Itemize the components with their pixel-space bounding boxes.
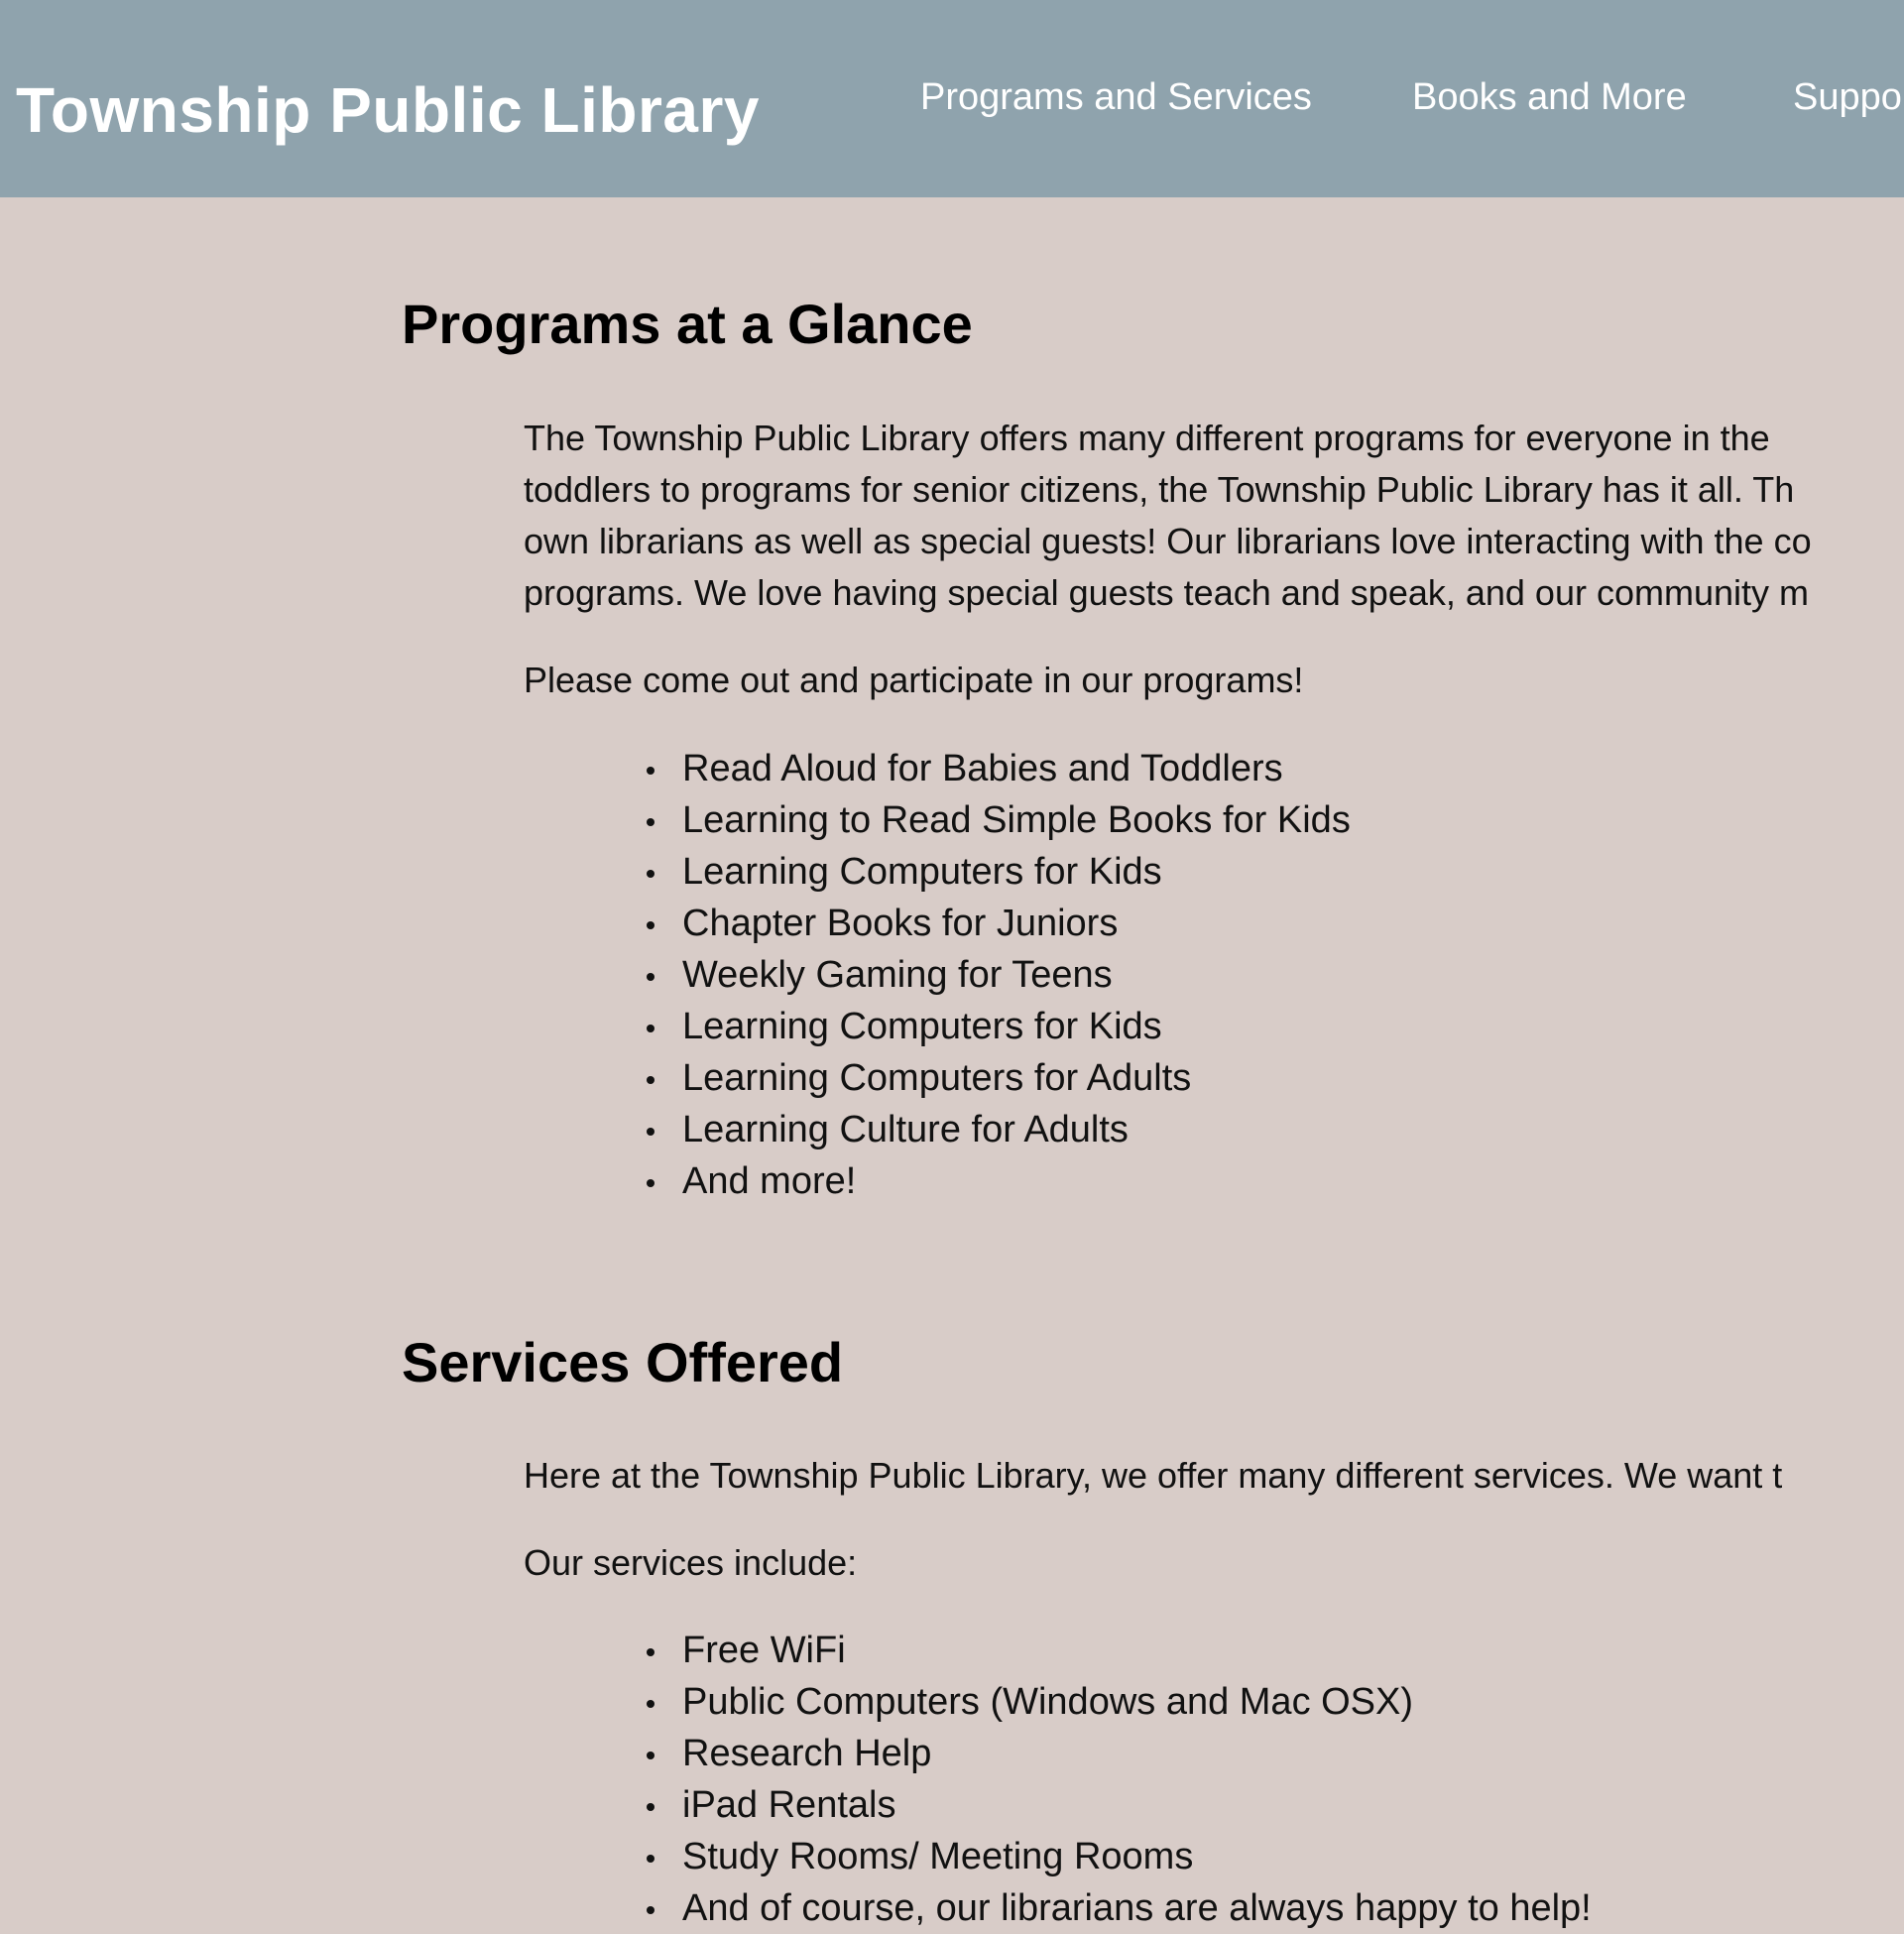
programs-intro-line: own librarians as well as special guests! Our librarians love interacting with the co xyxy=(524,521,1812,561)
site-title[interactable]: Township Public Library xyxy=(16,74,760,146)
programs-invite xyxy=(524,655,1904,706)
programs-intro-line: toddlers to programs for senior citizens, the Township Public Library has it all. Th xyxy=(524,469,1795,510)
list-item: Learning Computers for Adults xyxy=(635,1052,1351,1104)
services-include-text: Our services include: xyxy=(524,1542,858,1583)
nav-books-and-more[interactable]: Books and More xyxy=(1412,76,1687,118)
services-list xyxy=(635,1625,1592,1934)
list-item: Weekly Gaming for Teens xyxy=(635,949,1351,1001)
programs-intro-line: programs. We love having special guests teach and speak, and our community m xyxy=(524,572,1809,613)
list-item: Study Rooms/ Meeting Rooms xyxy=(635,1831,1592,1882)
nav-programs-and-services[interactable]: Programs and Services xyxy=(920,76,1312,118)
list-item: Free WiFi xyxy=(635,1625,1592,1676)
list-item: Chapter Books for Juniors xyxy=(635,898,1351,949)
programs-intro-line: The Township Public Library offers many different programs for everyone in the xyxy=(524,418,1770,458)
services-heading: Services Offered xyxy=(402,1331,844,1393)
services-intro xyxy=(524,1450,1904,1502)
site-header xyxy=(0,0,1904,197)
programs-list xyxy=(635,743,1351,1207)
programs-intro xyxy=(524,413,1904,619)
list-item: Read Aloud for Babies and Toddlers xyxy=(635,743,1351,794)
list-item: And of course, our librarians are always happy to help! xyxy=(635,1882,1592,1934)
list-item: Public Computers (Windows and Mac OSX) xyxy=(635,1676,1592,1728)
services-intro-text: Here at the Township Public Library, we offer many different services. We want t xyxy=(524,1455,1783,1496)
programs-invite-text: Please come out and participate in our programs! xyxy=(524,660,1304,700)
nav-support[interactable]: Suppo xyxy=(1793,76,1902,118)
list-item: Research Help xyxy=(635,1728,1592,1779)
list-item: Learning Culture for Adults xyxy=(635,1104,1351,1155)
list-item: Learning Computers for Kids xyxy=(635,1001,1351,1052)
list-item: Learning to Read Simple Books for Kids xyxy=(635,794,1351,846)
list-item: iPad Rentals xyxy=(635,1779,1592,1831)
programs-heading: Programs at a Glance xyxy=(402,293,973,355)
services-include-label xyxy=(524,1537,1904,1589)
list-item: And more! xyxy=(635,1155,1351,1207)
list-item: Learning Computers for Kids xyxy=(635,846,1351,898)
